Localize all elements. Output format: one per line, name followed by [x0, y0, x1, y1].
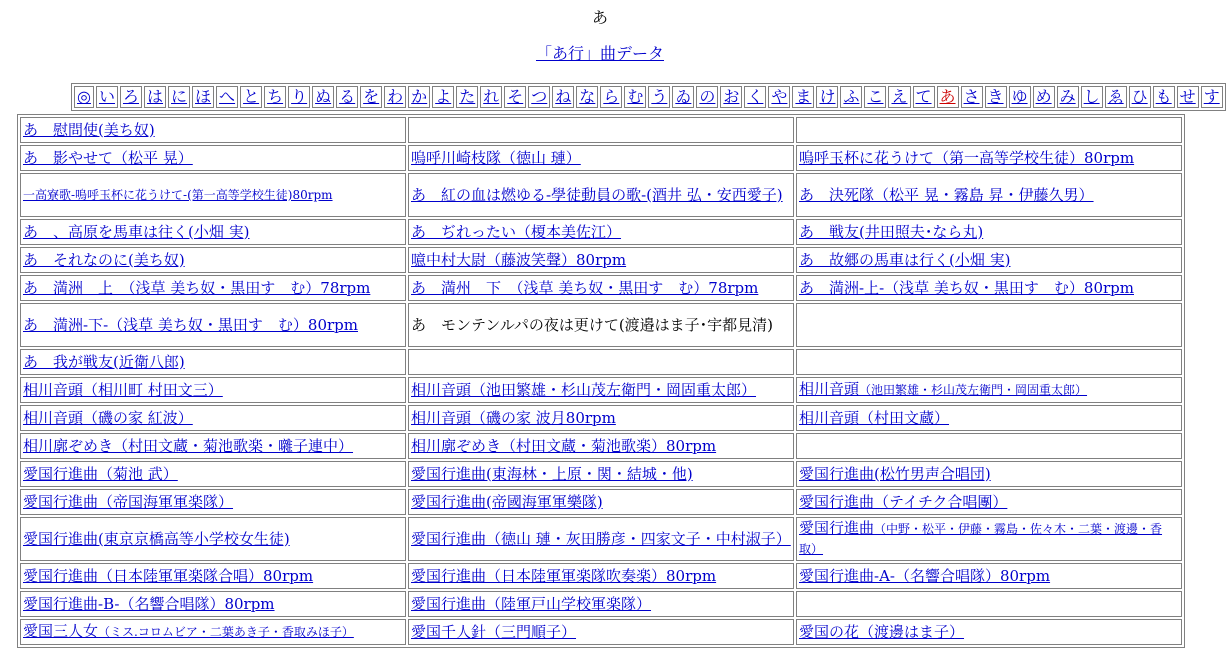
table-row	[20, 489, 1182, 515]
song-link[interactable]	[23, 316, 358, 334]
song-cell	[20, 433, 406, 459]
song-link[interactable]	[23, 149, 193, 167]
song-title: あ 決死隊（松平 晃・霧島 昇・伊藤久男）	[799, 185, 1094, 204]
song-title: 相川音頭（磯の家 波月80rpm	[411, 408, 616, 427]
kana-link[interactable]: ◎	[77, 87, 91, 106]
kana-link[interactable]: こ	[867, 87, 884, 106]
song-title: 愛国千人針（三門順子）	[411, 622, 577, 641]
song-title: あ モンテンルパの夜は更けて(渡邉はま子･宇都見清)	[411, 315, 774, 334]
kana-cell	[264, 86, 286, 108]
song-title: 相川廓ぞめき（村田文蔵・菊池歌楽）80rpm	[411, 436, 717, 455]
table-row	[20, 173, 1182, 217]
song-cell	[20, 117, 406, 143]
song-title: 愛国行進曲-B-（名響合唱隊）80rpm	[23, 594, 275, 613]
song-title: 愛国三人女	[23, 622, 99, 640]
song-link[interactable]	[23, 223, 249, 241]
song-cell	[20, 489, 406, 515]
song-link[interactable]	[799, 409, 949, 427]
kana-index	[71, 83, 1226, 111]
song-title: あ 、高原を馬車は往く(小畑 実)	[23, 222, 250, 241]
kana-cell	[96, 86, 118, 108]
song-cell	[796, 489, 1182, 515]
kana-link[interactable]: の	[699, 87, 716, 106]
song-link[interactable]	[411, 223, 621, 241]
kana-link[interactable]: に	[171, 87, 188, 106]
song-title: あ 紅の血は燃ゆる-學徒動員の歌-(酒井 弘・安西愛子)	[411, 185, 783, 204]
song-title: あ 戦友(井田照夫･なら丸)	[799, 222, 984, 241]
song-cell	[20, 405, 406, 431]
kana-cell	[696, 86, 718, 108]
song-link[interactable]	[411, 251, 626, 269]
kana-cell	[1129, 86, 1151, 108]
kana-row	[74, 86, 1223, 108]
song-cell	[408, 517, 794, 561]
kana-cell	[624, 86, 646, 108]
song-title: 相川音頭（池田繁雄・杉山茂左衛門・岡固重太郎）	[411, 380, 757, 399]
song-link[interactable]	[799, 519, 1162, 557]
kana-cell	[576, 86, 598, 108]
table-row	[20, 591, 1182, 617]
song-text	[411, 316, 773, 334]
song-cell	[408, 219, 794, 245]
song-link[interactable]	[799, 465, 991, 483]
kana-cell	[672, 86, 694, 108]
kana-cell	[216, 86, 238, 108]
song-link[interactable]	[799, 251, 1010, 269]
song-performers: （池田繁雄・杉山茂左衛門・岡固重太郎）	[859, 383, 1088, 397]
kana-cell	[1105, 86, 1127, 108]
song-link[interactable]	[411, 493, 603, 511]
song-cell	[796, 405, 1182, 431]
kana-cell	[504, 86, 526, 108]
song-link[interactable]	[23, 185, 333, 203]
song-cell	[408, 591, 794, 617]
song-link[interactable]	[411, 381, 756, 399]
kana-cell	[744, 86, 766, 108]
kana-link[interactable]: や	[771, 87, 788, 106]
song-cell	[20, 173, 406, 217]
kana-cell	[816, 86, 838, 108]
kana-cell	[1081, 86, 1103, 108]
kana-link[interactable]: ま	[795, 87, 812, 106]
kana-link[interactable]: お	[723, 87, 740, 106]
kana-cell	[168, 86, 190, 108]
kana-cell	[1057, 86, 1079, 108]
song-cell	[408, 173, 794, 217]
kana-link[interactable]: え	[891, 87, 908, 106]
song-cell	[796, 591, 1182, 617]
song-link[interactable]	[799, 623, 964, 641]
song-title: あ 満洲-上-（浅草 美ち奴・黒田す む）80rpm	[799, 278, 1134, 297]
kana-link[interactable]: せ	[1179, 87, 1196, 106]
song-cell	[796, 173, 1182, 217]
song-cell	[796, 275, 1182, 301]
song-cell	[408, 619, 794, 645]
kana-link[interactable]: ろ	[122, 87, 139, 106]
song-cell	[796, 303, 1182, 347]
kana-link[interactable]: そ	[507, 87, 524, 106]
song-link[interactable]	[23, 381, 223, 399]
kana-cell	[144, 86, 166, 108]
kana-cell	[336, 86, 358, 108]
kana-cell	[1177, 86, 1199, 108]
page-title: あ	[591, 8, 608, 27]
song-link[interactable]	[23, 595, 275, 613]
song-performers: （ミス.コロムビア・二葉あき子・香取みほ子）	[98, 625, 354, 639]
song-title: 愛国の花（渡邊はま子）	[799, 622, 965, 641]
song-title: 愛国行進曲(東京京橋高等小学校女生徒)	[23, 529, 290, 548]
kana-link[interactable]: ゐ	[675, 87, 692, 106]
song-title: 愛国行進曲(帝國海軍軍樂隊)	[411, 492, 603, 511]
table-row	[20, 619, 1182, 645]
song-title: あ ぢれったい（榎本美佐江）	[411, 222, 622, 241]
kana-link[interactable]: は	[147, 87, 164, 106]
song-title: 愛国行進曲（徳山 璉・灰田勝彦・四家文子・中村淑子）	[411, 529, 791, 548]
song-title: あ 故郷の馬車は行く(小畑 実)	[799, 250, 1011, 269]
kana-link[interactable]: ふ	[843, 87, 860, 106]
song-title: 愛国行進曲（テイチク合唱團）	[799, 492, 1008, 511]
song-link[interactable]	[411, 437, 716, 455]
song-title: 愛国行進曲	[799, 519, 875, 537]
song-cell	[408, 349, 794, 375]
kana-cell	[384, 86, 406, 108]
kana-link[interactable]: よ	[435, 87, 452, 106]
song-cell	[408, 303, 794, 347]
song-title: 愛国行進曲（菊池 武）	[23, 464, 178, 483]
song-cell	[408, 377, 794, 403]
table-row	[20, 145, 1182, 171]
kana-link[interactable]: ち	[267, 87, 284, 106]
kana-link[interactable]: む	[627, 87, 644, 106]
kana-link[interactable]: う	[651, 87, 668, 106]
song-title: あ それなのに(美ち奴)	[23, 250, 185, 269]
song-cell	[796, 517, 1182, 561]
kana-cell	[120, 86, 142, 108]
table-row	[20, 563, 1182, 589]
song-link[interactable]	[23, 493, 233, 511]
table-row	[20, 219, 1182, 245]
table-row	[20, 405, 1182, 431]
song-title: 嗚呼川崎枝隊（徳山 璉）	[411, 148, 581, 167]
kana-cell	[528, 86, 550, 108]
kana-cell	[888, 86, 910, 108]
kana-cell	[74, 86, 94, 108]
song-title: 相川音頭（村田文蔵）	[799, 408, 950, 427]
kana-cell	[312, 86, 334, 108]
song-link[interactable]	[23, 530, 290, 548]
song-title: 相川音頭	[799, 380, 860, 398]
kana-link[interactable]: い	[98, 87, 115, 106]
song-link[interactable]	[411, 186, 783, 204]
song-cell	[20, 349, 406, 375]
song-cell	[796, 377, 1182, 403]
song-cell	[408, 275, 794, 301]
kana-link[interactable]: き	[987, 87, 1004, 106]
song-cell	[408, 405, 794, 431]
song-link[interactable]	[23, 437, 353, 455]
kana-cell	[720, 86, 742, 108]
song-link[interactable]	[799, 149, 1134, 167]
song-title: あ 満州 下 （浅草 美ち奴・黒田す む）78rpm	[411, 278, 759, 297]
song-link[interactable]	[411, 623, 576, 641]
song-cell	[796, 117, 1182, 143]
song-title: 愛国行進曲（帝国海軍軍楽隊）	[23, 492, 234, 511]
kana-link[interactable]: つ	[531, 87, 548, 106]
song-title: あ 我が戦友(近衛八郎)	[23, 352, 185, 371]
kana-cell	[288, 86, 310, 108]
kana-cell	[1201, 86, 1223, 108]
song-cell	[408, 461, 794, 487]
song-cell	[20, 247, 406, 273]
kana-link[interactable]: あ	[939, 87, 956, 106]
song-cell	[796, 433, 1182, 459]
kana-cell	[648, 86, 670, 108]
song-link[interactable]	[799, 186, 1094, 204]
song-title: あ 満洲 上 （浅草 美ち奴・黒田す む）78rpm	[23, 278, 371, 297]
subtitle-link[interactable]: 「あ行」曲データ	[535, 44, 664, 63]
song-cell	[408, 563, 794, 589]
song-cell	[20, 219, 406, 245]
song-cell	[796, 219, 1182, 245]
kana-link[interactable]: れ	[483, 87, 500, 106]
kana-link[interactable]: り	[291, 87, 308, 106]
kana-link[interactable]: ね	[555, 87, 572, 106]
song-link[interactable]	[411, 567, 716, 585]
song-cell	[408, 117, 794, 143]
kana-cell	[456, 86, 478, 108]
kana-link[interactable]: な	[579, 87, 596, 106]
kana-link[interactable]: へ	[219, 87, 236, 106]
song-title: 愛国行進曲（日本陸軍軍楽隊合唱）80rpm	[23, 566, 314, 585]
song-link[interactable]	[411, 149, 581, 167]
kana-cell	[864, 86, 886, 108]
song-link[interactable]	[799, 380, 1087, 398]
song-link[interactable]	[23, 279, 370, 297]
song-title: 嗚呼玉杯に花うけて（第一高等学校生徒）80rpm	[799, 148, 1135, 167]
song-link[interactable]	[23, 353, 185, 371]
kana-cell	[192, 86, 214, 108]
song-title: 噫中村大尉（藤波笑聲）80rpm	[411, 250, 627, 269]
table-row	[20, 303, 1182, 347]
kana-cell	[768, 86, 790, 108]
kana-cell	[600, 86, 622, 108]
song-cell	[20, 591, 406, 617]
song-cell	[408, 433, 794, 459]
kana-cell	[792, 86, 814, 108]
kana-cell	[937, 86, 959, 108]
kana-link[interactable]: た	[459, 87, 476, 106]
kana-link[interactable]: め	[1035, 87, 1052, 106]
kana-cell	[1153, 86, 1175, 108]
song-link[interactable]	[23, 622, 354, 640]
kana-link[interactable]: と	[243, 87, 260, 106]
kana-cell	[408, 86, 430, 108]
page-subtitle	[0, 42, 1200, 66]
song-title: あ 慰問使(美ち奴)	[23, 120, 155, 139]
song-cell	[408, 145, 794, 171]
song-link[interactable]	[23, 465, 178, 483]
kana-link[interactable]: ゑ	[1107, 87, 1124, 106]
kana-cell	[240, 86, 262, 108]
song-cell	[20, 619, 406, 645]
table-row	[20, 247, 1182, 273]
song-link[interactable]	[411, 465, 693, 483]
kana-cell	[480, 86, 502, 108]
song-table	[17, 114, 1185, 648]
song-link[interactable]	[411, 279, 758, 297]
song-table-body	[20, 117, 1182, 645]
table-row	[20, 117, 1182, 143]
kana-link[interactable]: ゆ	[1011, 87, 1028, 106]
kana-link[interactable]: ほ	[195, 87, 212, 106]
table-row	[20, 433, 1182, 459]
song-title: 愛国行進曲（日本陸軍軍楽隊吹奏楽）80rpm	[411, 566, 717, 585]
song-link[interactable]	[23, 251, 185, 269]
song-link[interactable]	[23, 567, 313, 585]
song-cell	[796, 145, 1182, 171]
song-cell	[20, 377, 406, 403]
kana-cell	[961, 86, 983, 108]
kana-link[interactable]: ぬ	[315, 87, 332, 106]
kana-cell	[360, 86, 382, 108]
song-title: 愛国行進曲(東海林・上原・関・結城・他)	[411, 464, 693, 483]
kana-link[interactable]: る	[339, 87, 356, 106]
kana-cell	[552, 86, 574, 108]
song-link[interactable]	[799, 279, 1134, 297]
song-link[interactable]	[799, 567, 1050, 585]
kana-link[interactable]: わ	[387, 87, 404, 106]
song-cell	[20, 303, 406, 347]
song-link[interactable]	[799, 223, 983, 241]
song-link[interactable]	[799, 493, 1007, 511]
kana-link[interactable]: み	[1059, 87, 1076, 106]
kana-link[interactable]: も	[1155, 87, 1172, 106]
kana-link[interactable]: け	[819, 87, 836, 106]
song-link[interactable]	[411, 409, 616, 427]
kana-link[interactable]: し	[1083, 87, 1100, 106]
kana-cell	[1009, 86, 1031, 108]
kana-cell	[840, 86, 862, 108]
table-row	[20, 349, 1182, 375]
table-row	[20, 377, 1182, 403]
song-title: 愛国行進曲(松竹男声合唱団)	[799, 464, 991, 483]
kana-link[interactable]: か	[411, 87, 428, 106]
kana-cell	[913, 86, 935, 108]
song-cell	[796, 349, 1182, 375]
song-cell	[408, 489, 794, 515]
song-cell	[20, 145, 406, 171]
song-title: 愛国行進曲-A-（名響合唱隊）80rpm	[799, 566, 1051, 585]
kana-cell	[432, 86, 454, 108]
song-title: 愛国行進曲（陸軍戸山学校軍楽隊）	[411, 594, 652, 613]
kana-link[interactable]: を	[363, 87, 380, 106]
song-title: 相川廓ぞめき（村田文蔵・菊池歌楽・囃子連中）	[23, 436, 354, 455]
kana-link[interactable]: て	[915, 87, 932, 106]
table-row	[20, 275, 1182, 301]
song-cell	[20, 275, 406, 301]
table-row	[20, 517, 1182, 561]
kana-cell	[1033, 86, 1055, 108]
song-link[interactable]	[23, 409, 193, 427]
kana-cell	[985, 86, 1007, 108]
song-link[interactable]	[23, 121, 155, 139]
song-title: 一高寮歌-嗚呼玉杯に花うけて-(第一高等学校生徒)80rpm	[23, 188, 333, 202]
song-cell	[796, 461, 1182, 487]
song-title: あ 満洲-下-（浅草 美ち奴・黒田す む）80rpm	[23, 315, 358, 334]
song-cell	[796, 619, 1182, 645]
song-cell	[408, 247, 794, 273]
song-performers: （中野・松平・伊藤・霧島・佐々木・二葉・渡邊・香取）	[799, 522, 1163, 556]
table-row	[20, 461, 1182, 487]
kana-link[interactable]: す	[1203, 87, 1220, 106]
kana-link[interactable]: く	[747, 87, 764, 106]
kana-link[interactable]: ひ	[1131, 87, 1148, 106]
song-cell	[796, 247, 1182, 273]
song-link[interactable]	[411, 595, 651, 613]
kana-link[interactable]: ら	[603, 87, 620, 106]
song-title: 相川音頭（相川町 村田文三）	[23, 380, 223, 399]
song-title: あ 影やせて（松平 晃）	[23, 148, 193, 167]
song-cell	[796, 563, 1182, 589]
kana-link[interactable]: さ	[963, 87, 980, 106]
song-cell	[20, 517, 406, 561]
song-cell	[20, 461, 406, 487]
song-title: 相川音頭（磯の家 紅波）	[23, 408, 193, 427]
song-link[interactable]	[411, 530, 791, 548]
song-cell	[20, 563, 406, 589]
